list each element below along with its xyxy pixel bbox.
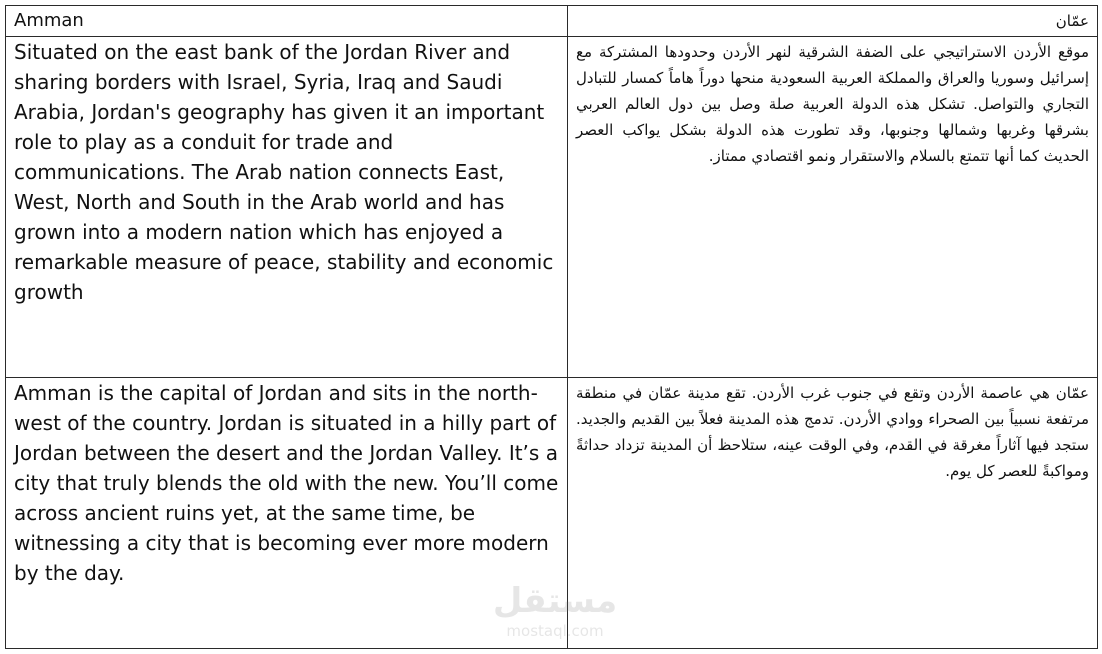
cell-en-paragraph-1 [6, 37, 568, 378]
paragraph-ar-1: موقع الأردن الاستراتيجي على الضفة الشرقية لنهر الأردن وحدودها المشتركة مع إسرائيل وسوريا والعراق والمملكة العربية السعودية منحها دوراً هاماً كمسار للتبادل التجاري والتواصل. تشكل هذه الدولة العربية صلة وصل بين دول العالم العربي بشرقها وغربها وشمالها وجنوبها، وقد تطورت هذه الدولة بشكل يواكب العصر الحديث كما أنها تتمتع بالسلام والاستقرار ونمو اقتصادي ممتاز. [576, 43, 1089, 165]
paragraph-en-2: Amman is the capital of Jordan and sits in the north-west of the country. Jordan is situated in a hilly part of Jordan between the desert and the Jordan Valley. It’s a city that truly blends the old with the new. You’ll come across ancient ruins yet, at the same time, be witnessing a city that is becoming ever more modern by the day. [14, 381, 559, 585]
cell-en-paragraph-2 [6, 378, 568, 649]
cell-ar-header [568, 6, 1098, 37]
table-row [6, 378, 1098, 649]
paragraph-ar-2: عمّان هي عاصمة الأردن وتقع في جنوب غرب الأردن. تقع مدينة عمّان في منطقة مرتفعة نسبياً بين الصحراء ووادي الأردن. تدمج هذه المدينة فعلاً بين القديم والجديد. ستجد فيها آثاراً مغرقة في القدم، وفي الوقت عينه، ستلاحظ أن المدينة تزداد حداثةً ومواكبةً للعصر كل يوم. [576, 384, 1089, 480]
watermark-brand: مستقل [492, 581, 618, 621]
cell-en-header [6, 6, 568, 37]
paragraph-en-1: Situated on the east bank of the Jordan River and sharing borders with Israel, Syria, Iraq and Saudi Arabia, Jordan's geography has given it an important role to play as a conduit for trade and communications. The Arab nation connects East, West, North and South in the Arab world and has grown into a modern nation which has enjoyed a remarkable measure of peace, stability and economic growth [14, 40, 554, 304]
cell-ar-paragraph-1 [568, 37, 1098, 378]
bilingual-table [5, 5, 1098, 649]
table-row-header [6, 6, 1098, 37]
table-row [6, 37, 1098, 378]
watermark-domain: mostaql.com [506, 622, 604, 640]
cell-ar-paragraph-2 [568, 378, 1098, 649]
header-en-text: Amman [14, 10, 84, 31]
header-ar-text: عمّان [1055, 12, 1089, 30]
